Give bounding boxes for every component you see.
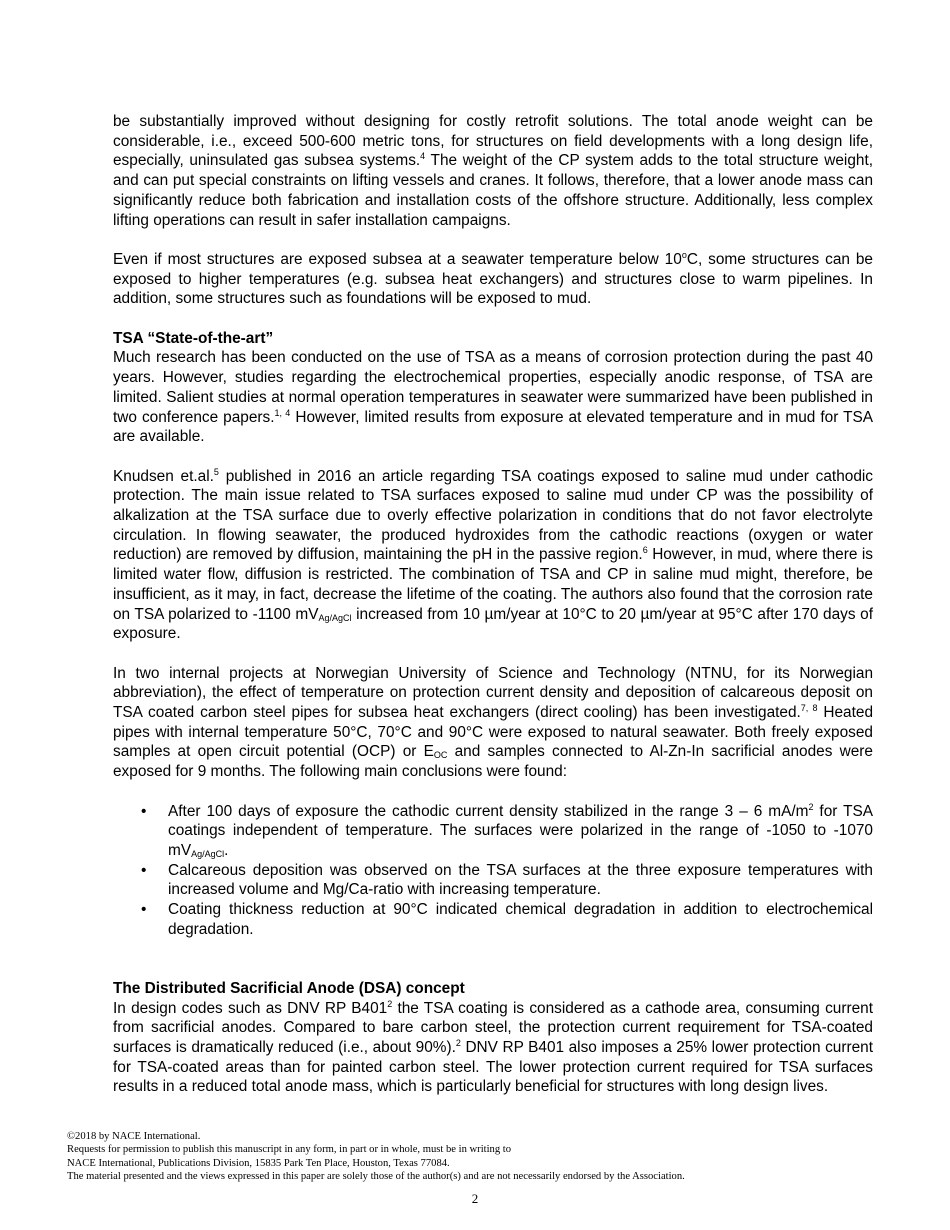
list-item: • After 100 days of exposure the cathodic current density stabilized in the range 3 – 6 $mA/m^2$ for TSA coatings independent of temperature. The surfaces were polarized in the range of -1050 to -1070 $mV_{Ag/AgCl}$.	[141, 801, 873, 859]
copyright-footer	[67, 1130, 887, 1184]
spacer	[113, 939, 873, 959]
bullet-icon: •	[141, 861, 147, 879]
paragraph-ntnu-projects: In two internal projects at Norwegian University of Science and Technology (NTNU, for its Norwegian abbreviation), the effect of temperature on protection current density and deposition of calcareous deposit on TSA coated carbon steel pipes for subsea heat exchangers (direct cooling) has been investigated.$^{7, 8}$ Heated pipes with internal temperature 50°C, 70°C and 90°C were exposed to natural seawater. Both freely exposed samples at open circuit potential (OCP) or $E_{OC}$ and samples connected to Al-Zn-In sacrificial anodes were exposed for 9 months. The following main conclusions were found:	[113, 664, 873, 781]
footer-line: NACE International, Publications Division, 15835 Park Ten Place, Houston, Texas 77084.	[67, 1157, 450, 1169]
citation: 5	[213, 466, 219, 477]
list-item: • Calcareous deposition was observed on the TSA surfaces at the three exposure temperatures with increased volume and Mg/Ca-ratio with increasing temperature.	[141, 861, 873, 899]
degree-superscript: o	[681, 249, 687, 260]
page-number: 2	[471, 1191, 479, 1206]
citation: 2	[387, 998, 393, 1009]
footer-line: Requests for permission to publish this manuscript in any form, in part or in whole, must be in writing to	[67, 1144, 512, 1156]
subscript: OC	[433, 750, 448, 761]
paragraph-tsa-research: Much research has been conducted on the use of TSA as a means of corrosion protection during the past 40 years. However, studies regarding the electrochemical properties, especially anodic response, of TSA are limited. Salient studies at normal operation temperatures in seawater were summarized have been published in two conference papers.$^{1, 4}$ However, limited results from exposure at elevated temperature and in mud for TSA are available.	[113, 349, 874, 446]
section-heading-dsa-concept: The Distributed Sacrificial Anode (DSA) concept	[113, 979, 465, 997]
footer-line: The material presented and the views expressed in this paper are solely those of the author(s) and are not necessarily endorsed by the Association.	[67, 1171, 685, 1183]
bullet-icon: •	[141, 901, 147, 919]
document-body	[113, 112, 873, 1117]
subscript: Ag/AgCl	[318, 612, 352, 623]
footer-line: ©2018 by NACE International.	[67, 1131, 201, 1142]
superscript: 2	[808, 801, 814, 812]
subscript: Ag/AgCl	[191, 848, 225, 859]
paragraph-knudsen: Knudsen et.al.$^5$ published in 2016 an article regarding TSA coatings exposed to saline mud under cathodic protection. The main issue related to TSA surfaces exposed to saline mud under CP was the possibility of alkalization at the TSA surface due to overly effective polarization in conditions that do not favor electrolyte circulation. In flowing seawater, the produced hydroxides from the cathodic reactions (oxygen or water reduction) are removed by diffusion, maintaining the pH in the passive region.$^6$ However, in mud, where there is limited water flow, diffusion is restricted. The combination of TSA and CP in saline mud might, therefore, be insufficient, as it may, in fact, decrease the lifetime of the coating. The authors also found that the corrosion rate on TSA polarized to -1100 $mV_{Ag/AgCl}$ increased from 10 µm/year at 10°C to 20 µm/year at 95°C after 170 days of exposure.	[113, 466, 873, 643]
bullet-icon: •	[141, 802, 147, 820]
list-item: • Coating thickness reduction at 90°C indicated chemical degradation in addition to electrochemical degradation.	[141, 901, 873, 938]
spacer	[113, 959, 873, 979]
paragraph-temperature: Even if most structures are exposed subsea at a seawater temperature below 10$^o$C, some structures can be exposed to higher temperatures (e.g. subsea heat exchangers) and structures close to warm pipelines. In addition, some structures such as foundations will be exposed to mud.	[113, 249, 873, 308]
section-heading-tsa-state-of-the-art: TSA “State-of-the-art”	[113, 329, 274, 347]
citation: 2	[455, 1037, 461, 1048]
citation: 4	[420, 151, 426, 162]
conclusions-list	[113, 802, 873, 940]
paragraph-anode-weight: be substantially improved without designing for costly retrofit solutions. The total anode weight can be considerable, i.e., exceed 500-600 metric tons, for structures on field developments with a long design life, especially, uninsulated gas subsea systems.$^4$ The weight of the CP system adds to the total structure weight, and can put special constraints on lifting vessels and cranes. It follows, therefore, that a lower anode mass can significantly reduce both fabrication and installation costs of the offshore structure. Additionally, less complex lifting operations can result in safer installation campaigns.	[113, 113, 874, 229]
paragraph-dsa: In design codes such as DNV RP $B401^2$ the TSA coating is considered as a cathode area, consuming current from sacrificial anodes. Compared to bare carbon steel, the protection current requirement for TSA-coated surfaces is dramatically reduced (i.e., about 90%).$^2$ DNV RP B401 also imposes a 25% lower protection current for TSA-coated areas than for painted carbon steel. The lower protection current required for TSA surfaces results in a reduced total anode mass, which is particularly beneficial for structures with long design lives.	[113, 998, 874, 1096]
citation: 1, 4	[274, 407, 291, 418]
citation: 6	[642, 545, 648, 556]
citation: 7, 8	[800, 703, 818, 714]
